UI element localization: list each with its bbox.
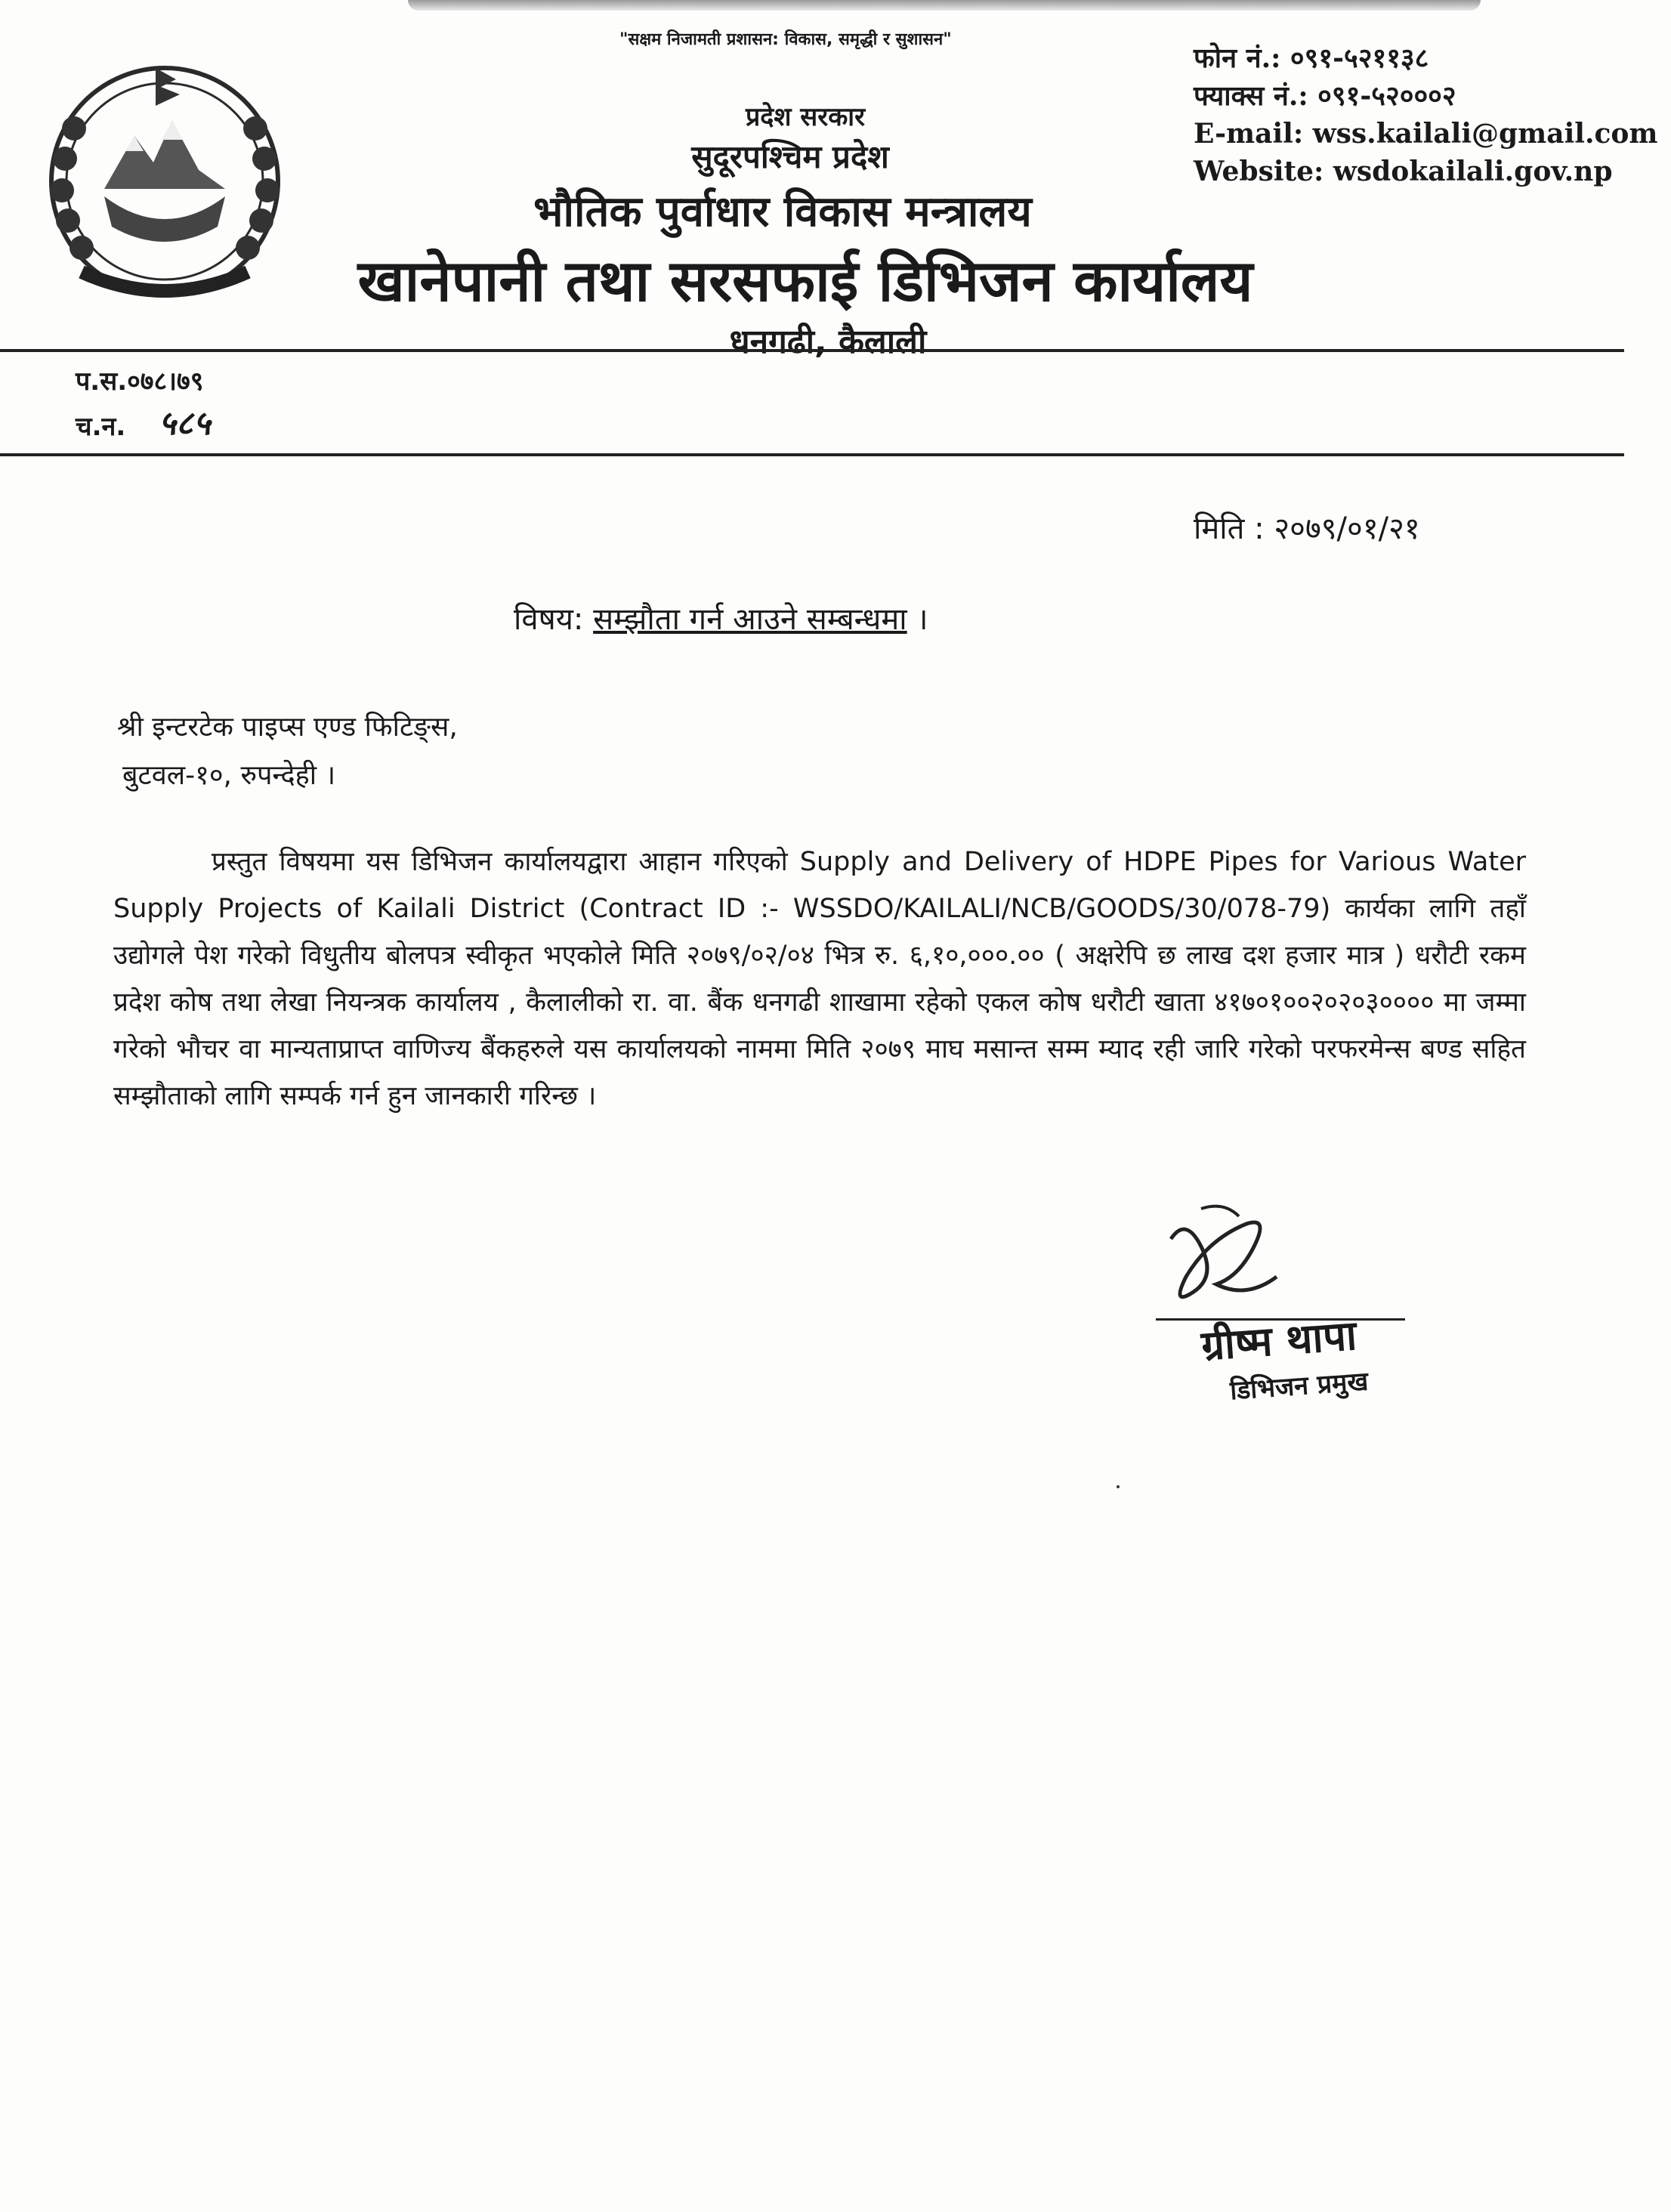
signatory-name: ग्रीष्म थापा (1200, 1311, 1358, 1370)
subject-label: विषय: (514, 602, 584, 637)
subject-end: । (916, 602, 928, 637)
letter-date: मिति : २०७९/०१/२१ (1194, 511, 1420, 546)
header-divider (0, 349, 1624, 352)
dispatch-label: च.न. (76, 412, 126, 442)
signature-icon (1156, 1194, 1292, 1315)
subject-text: सम्झौता गर्न आउने सम्बन्धमा (593, 602, 907, 637)
signatory-title: डिभिजन प्रमुख (1228, 1366, 1370, 1407)
office-location: धनगढी, कैलाली (729, 323, 927, 361)
email-address: E-mail: wss.kailali@gmail.com (1194, 118, 1658, 150)
slogan: "सक्षम निजामती प्रशासन: विकास, समृद्धी र सुशासन" (619, 30, 952, 49)
fiscal-year-ref: प.स.०७८।७९ (76, 366, 204, 397)
scan-shadow (408, 0, 1481, 11)
government-name: प्रदेश सरकार (745, 102, 866, 132)
dispatch-number: ५८५ (159, 404, 211, 443)
addressee-name: श्री इन्टरटेक पाइप्स एण्ड फिटिङ्स, (117, 712, 458, 743)
ministry-name: भौतिक पुर्वाधार विकास मन्त्रालय (533, 187, 1032, 236)
phone-number: फोन नं.: ०९१-५२११३८ (1194, 42, 1429, 74)
fax-number: फ्याक्स नं.: ०९१-५२०००२ (1194, 80, 1456, 112)
subject-line (514, 597, 928, 638)
addressee-address: बुटवल-१०, रुपन्देही । (122, 760, 336, 791)
scan-speck (1117, 1485, 1120, 1488)
website-address: Website: wsdokailali.gov.np (1194, 156, 1613, 187)
office-name: खानेपानी तथा सरसफाई डिभिजन कार्यालय (357, 247, 1253, 314)
letter-body: प्रस्तुत विषयमा यस डिभिजन कार्यालयद्वारा आहान गरिएको Supply and Delivery of HDPE Pipes for Various Water Supply Projects of Kailali District (Contract ID :- WSSDO/KAILALI/NCB/GOODS/30/078-79) कार्यका लागि तहाँ उद्योगले पेश गरेको विधुतीय बोलपत्र स्वीकृत भएकोले मिति २०७९/०२/०४ भित्र रु. ६,१०,०००.०० ( अक्षरेपि छ लाख दश हजार मात्र ) धरौटी रकम प्रदेश कोष तथा लेखा नियन्त्रक कार्यालय , कैलालीको रा. वा. बैंक धनगढी शाखामा रहेको एकल कोष धरौटी खाता ४१७०१००२०२०३०००० मा जम्मा गरेको भौचर वा मान्यताप्राप्त वाणिज्य बैंकहरुले यस कार्यालयको नाममा मिति २०७९ माघ मसान्त सम्म म्याद रही जारि गरेको परफरमेन्स बण्ड सहित सम्झौताको लागि सम्पर्क गर्न हुन जानकारी गरिन्छ । (113, 847, 1526, 1111)
reference-divider (0, 453, 1624, 456)
province-name: सुदूरपश्चिम प्रदेश (691, 138, 889, 175)
